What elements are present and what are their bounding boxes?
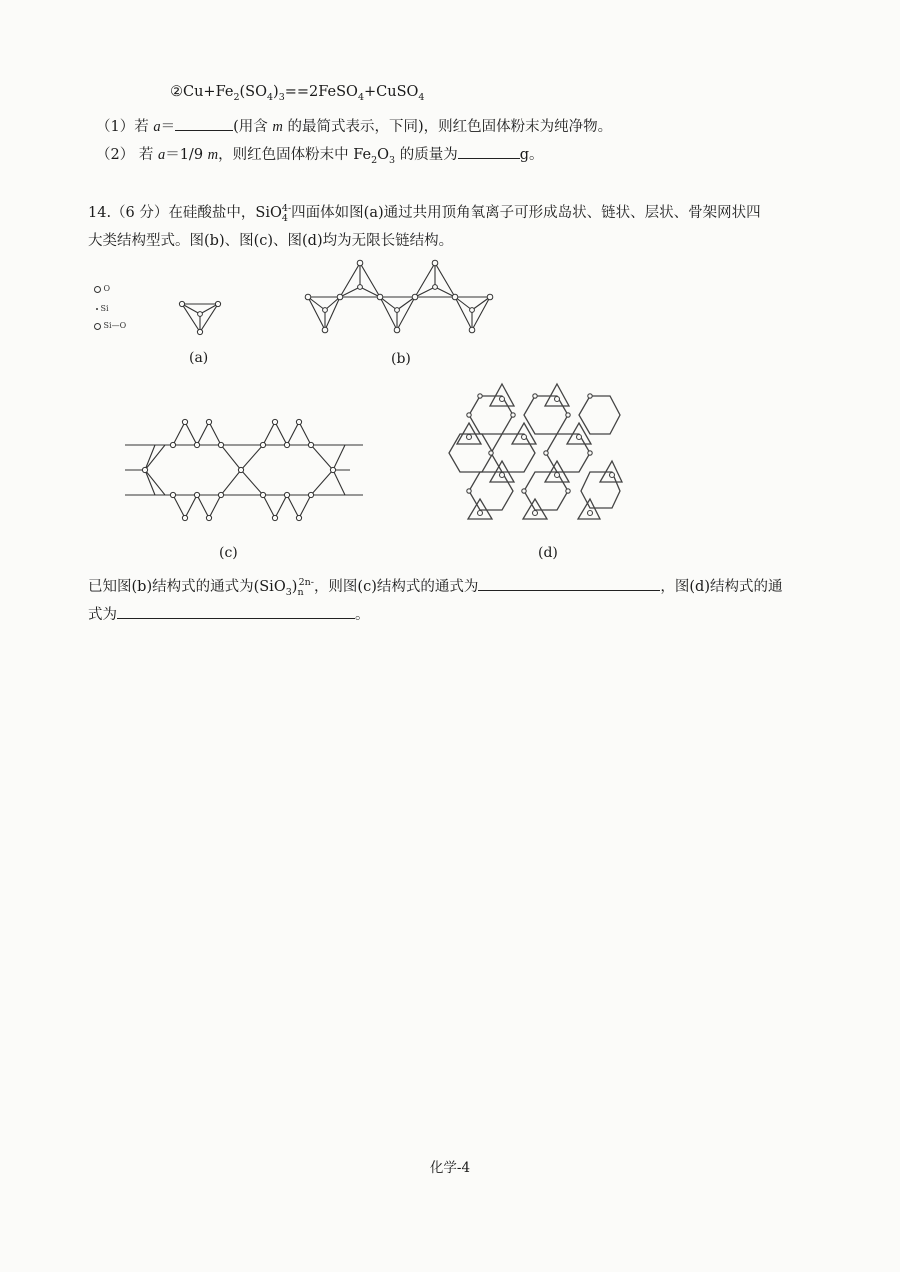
page-footer: 化学-4 [429,1160,471,1176]
question-14-line2: 大类结构型式。图(b)、图(c)、图(d)均为无限长链结构。 [88,233,454,249]
answer-blank-d[interactable] [117,604,355,619]
answer-blank-2[interactable] [458,144,520,159]
silicon-symbol-icon [96,308,98,310]
question-2: （2） 若 a＝1/9 m，则红色固体粉末中 $Fe_2O_3$ 的质量为 g。 [96,143,544,166]
figure-b-chain [300,255,500,340]
question-14-formula-line2: 式为 。 [88,603,370,624]
caption-a: (a) [189,350,209,366]
figure-c-double-chain [125,410,365,530]
equation-2: $②Cu+Fe_2(SO_4)_3==2FeSO_4+CuSO_4$ [170,84,425,103]
answer-blank-1[interactable] [175,116,233,131]
answer-blank-c[interactable] [478,576,660,591]
question-14-line1: 14.（6 分）在硅酸盐中，SiO$_4^{4-}$四面体如图(a)通过共用顶角氧离子可形成岛状、链状、层状、骨架网状四 [88,203,761,224]
question-14-formula-line: 已知图(b)结构式的通式为$(SiO_3)_n^{2n-}$，则图(c)结构式的通式为 ，图(d)结构式的通 [88,577,783,598]
legend-silicon: Si [96,304,109,313]
legend-si-o: Si—O [94,321,126,330]
caption-c: (c) [219,545,238,561]
figure-d-layer [440,378,625,523]
figure-a-tetrahedron [170,290,230,340]
oxygen-symbol-icon [94,286,101,293]
si-o-symbol-icon [94,323,101,330]
question-1: （1）若 a＝ (用含 m 的最简式表示，下同)，则红色固体粉末为纯净物。 [96,115,612,136]
caption-d: (d) [538,545,558,561]
caption-b: (b) [391,351,411,367]
legend-oxygen: O [94,284,110,293]
